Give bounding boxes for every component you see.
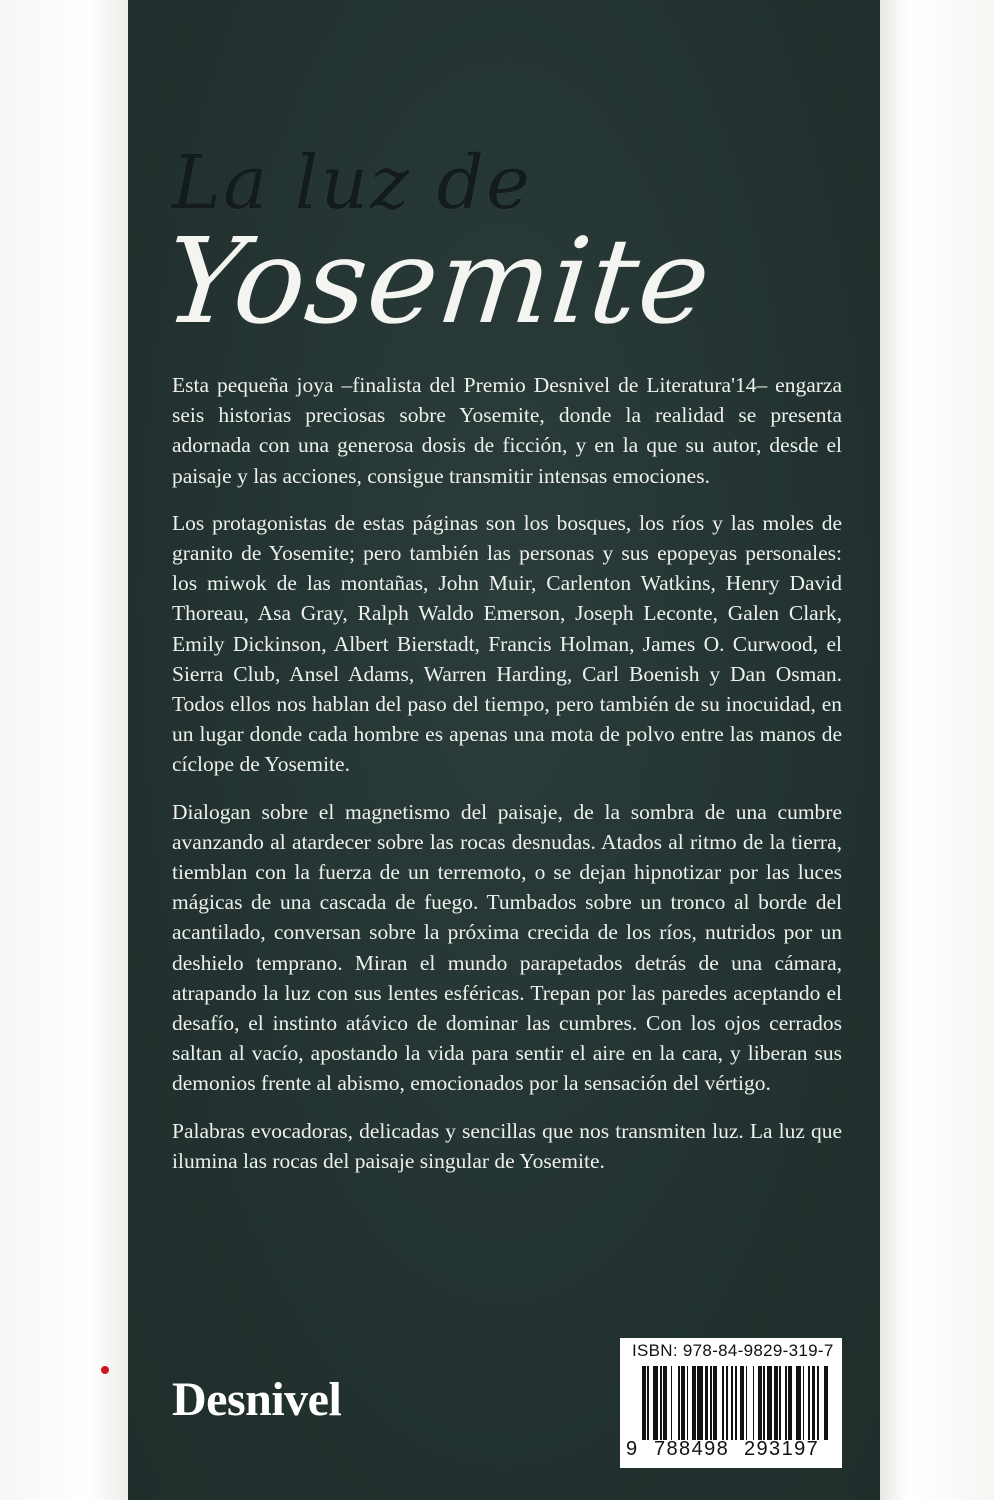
barcode-digit-first: 9: [626, 1438, 638, 1460]
blurb: [172, 370, 842, 1193]
barcode: [620, 1338, 842, 1468]
title-line-2: Yosemite: [158, 212, 718, 350]
publisher-logo-dot: [101, 1366, 109, 1374]
title-line-1: La luz de: [172, 140, 532, 226]
blurb-paragraph-4: Palabras evocadoras, delicadas y sencillas que nos transmiten luz. La luz que ilumina las rocas del paisaje singular de Yosemite.: [172, 1118, 842, 1173]
blurb-paragraph-1: Esta pequeña joya –finalista del Premio Desnivel de Literatura'14– engarza seis historias preciosas sobre Yosemite, donde la realidad se presenta adornada con una generosa dosis de ficción, y en la que su autor, desde el paisaje y las acciones, consigue transmitir intensas emociones.: [172, 373, 842, 488]
barcode-bar: [828, 1366, 830, 1440]
publisher-logo: Desnivel: [172, 1373, 342, 1426]
blurb-paragraph-3: Dialogan sobre el magnetismo del paisaje, de la sombra de una cumbre avanzando al atardecer sobre las rocas desnudas. Atados al ritmo de la tierra, tiemblan con la fuerza de un terremoto, o se dejan hipnotizar por las luces mágicas de una cascada de fuego. Tumbados sobre un tronco al borde del acantilado, conversan sobre la próxima crecida de los ríos, nutridos por un deshielo temprano. Miran el mundo parapetados detrás de una cámara, atrapando la luz con sus lentes esféricas. Trepan por las paredes aceptando el desafío, el instinto atávico de dominar las cumbres. Con los ojos cerrados saltan al vacío, apostando la vida para sentir el aire en la cara, y liberan sus demonios frente al abismo, emocionados por la sensación del vértigo.: [172, 799, 842, 1096]
barcode-digits-right: 293197: [744, 1438, 820, 1460]
right-page-edge: [880, 0, 994, 1500]
left-page-edge: [0, 0, 128, 1500]
isbn-label: ISBN: 978-84-9829-319-7: [632, 1341, 834, 1360]
barcode-digits-left: 788498: [654, 1438, 730, 1460]
blurb-paragraph-2: Los protagonistas de estas páginas son los bosques, los ríos y las moles de granito de Yosemite; pero también las personas y sus epopeyas personales: los miwok de las montañas, John Muir, Carlenton Watkins, Henry David Thoreau, Asa Gray, Ralph Waldo Emerson, Joseph Leconte, Galen Clark, Emily Dickinson, Albert Bierstadt, Francis Holman, James O. Curwood, el Sierra Club, Ansel Adams, Warren Harding, Carl Boenish y Dan Osman. Todos ellos nos hablan del paso del tiempo, pero también de su inocuidad, en un lugar donde cada hombre es apenas una mota de polvo entre las manos de cíclope de Yosemite.: [172, 510, 842, 777]
barcode-bars: [642, 1366, 830, 1440]
